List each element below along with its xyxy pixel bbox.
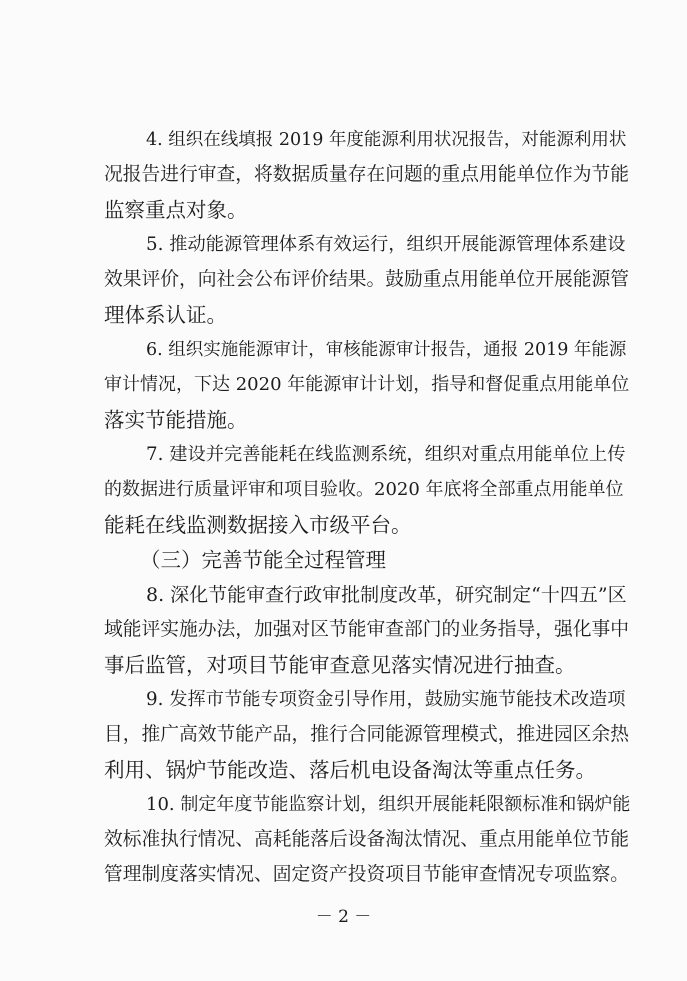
page-number: － 2 － xyxy=(315,907,372,927)
item-9-line-2: 目，推广高效节能产品，推行合同能源管理模式，推进园区余热 xyxy=(104,724,629,745)
item-5-line-1: 5. 推动能源管理体系有效运行，组织开展能源管理体系建设 xyxy=(146,234,626,255)
item-6-line-2: 审计情况，下达 2020 年能源审计计划，指导和督促重点用能单位 xyxy=(104,374,630,395)
item-8-line-1: 8. 深化节能审查行政审批制度改革，研究制定“十四五”区 xyxy=(146,584,627,606)
item-5-line-2: 效果评价，向社会公布评价结果。鼓励重点用能单位开展能源管 xyxy=(104,269,629,290)
item-4-line-3: 监察重点对象。 xyxy=(104,198,248,222)
item-4-line-1: 4. 组织在线填报 2019 年度能源利用状况报告，对能源利用状 xyxy=(146,130,627,150)
item-4-line-2: 况报告进行审查，将数据质量存在问题的重点用能单位作为节能 xyxy=(104,164,629,185)
item-10-line-2: 效标准执行情况、高耗能落后设备淘汰情况、重点用能单位节能 xyxy=(104,829,629,850)
item-6-line-1: 6. 组织实施能源审计，审核能源审计报告，通报 2019 年能源 xyxy=(146,340,627,360)
item-9-line-3: 利用、锅炉节能改造、落后机电设备淘汰等重点任务。 xyxy=(104,758,596,782)
item-6-line-3: 落实节能措施。 xyxy=(104,408,248,432)
item-7-line-1: 7. 建设并完善能耗在线监测系统，组织对重点用能单位上传 xyxy=(146,444,626,465)
item-7-line-3: 能耗在线监测数据接入市级平台。 xyxy=(104,513,412,537)
item-5-line-3: 理体系认证。 xyxy=(104,303,227,327)
item-8-line-3: 事后监管，对项目节能审查意见落实情况进行抽查。 xyxy=(104,653,576,677)
section-3-heading: （三）完善节能全过程管理 xyxy=(140,548,386,572)
item-7-line-2: 的数据进行质量评审和项目验收。2020 年底将全部重点用能单位 xyxy=(104,479,624,500)
item-9-line-1: 9. 发挥市节能专项资金引导作用，鼓励实施节能技术改造项 xyxy=(146,689,626,710)
item-8-line-2: 域能评实施办法，加强对区节能审查部门的业务指导，强化事中 xyxy=(104,619,629,640)
item-10-line-3: 管理制度落实情况、固定资产投资项目节能审查情况专项监察。 xyxy=(104,864,629,885)
item-10-line-1: 10. 制定年度节能监察计划，组织开展能耗限额标准和锅炉能 xyxy=(146,794,631,815)
